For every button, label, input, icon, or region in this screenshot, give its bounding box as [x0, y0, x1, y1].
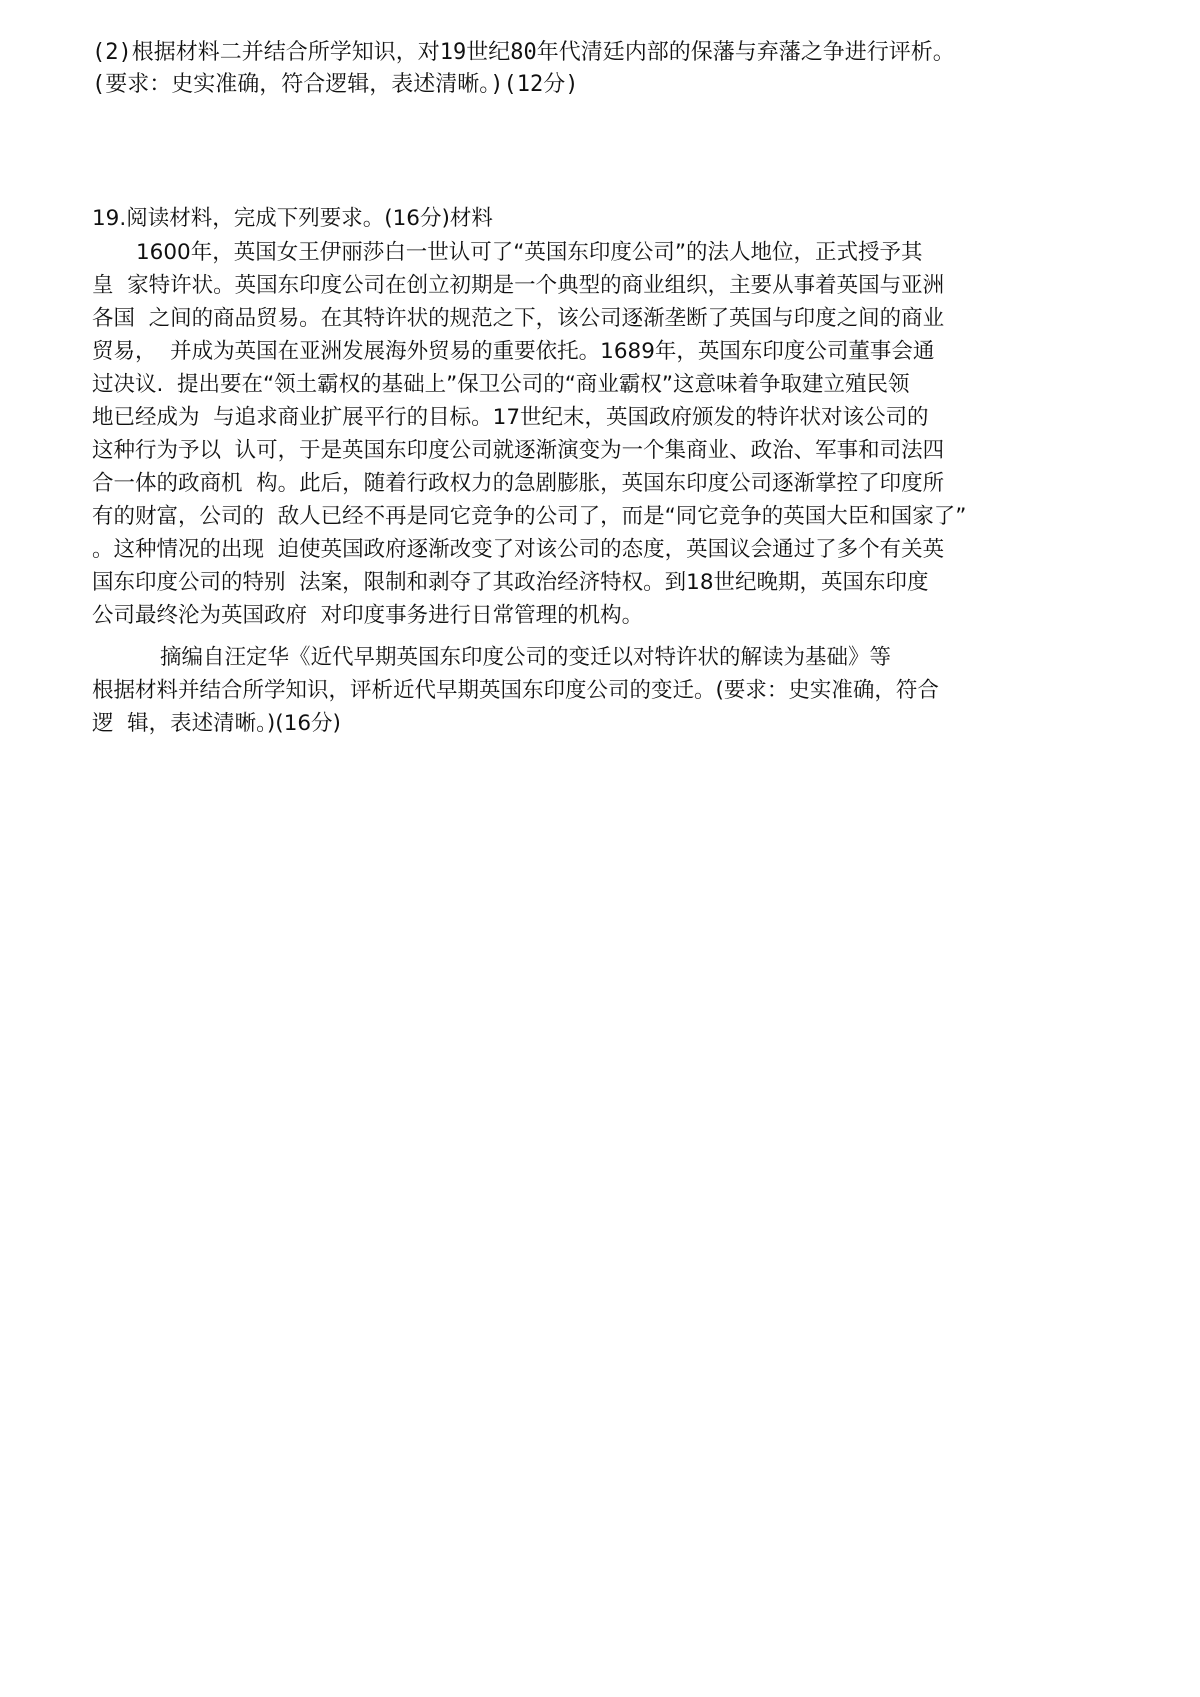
- material-line: 有的财富，公司的 敌人已经不再是同它竞争的公司了，而是“同它竞争的英国大臣和国家了”: [92, 504, 967, 529]
- material-line: 过决议. 提出要在“领土霸权的基础上”保卫公司的“商业霸权”这意味着争取建立殖民领: [92, 372, 910, 397]
- material-line: 皇 家特许状。英国东印度公司在创立初期是一个典型的商业组织，主要从事着英国与亚洲: [92, 273, 945, 298]
- material-source: 摘编自汪定华《近代早期英国东印度公司的变迁以对特许状的解读为基础》等: [160, 645, 892, 670]
- question-2-line-2: (要求：史实准确，符合逻辑，表述清晰。)(12分): [92, 72, 579, 97]
- material-line: 合一体的政商机 构。此后，随着行政权力的急剧膨胀，英国东印度公司逐渐掌控了印度所: [92, 471, 945, 496]
- material-line: 国东印度公司的特别 法案，限制和剥夺了其政治经济特权。到18世纪晚期，英国东印度: [92, 570, 929, 595]
- material-line: 地已经成为 与追求商业扩展平行的目标。17世纪末，英国政府颁发的特许状对该公司的: [92, 405, 929, 430]
- question-2-line-1: (2)根据材料二并结合所学知识，对19世纪80年代清廷内部的保藩与弃藩之争进行评析。: [92, 40, 955, 65]
- material-line: 1600年，英国女王伊丽莎白一世认可了“英国东印度公司”的法人地位，正式授予其: [136, 240, 923, 265]
- material-line: 这种行为予以 认可，于是英国东印度公司就逐渐演变为一个集商业、政治、军事和司法四: [92, 438, 945, 463]
- material-line: 各国 之间的商品贸易。在其特许状的规范之下，该公司逐渐垄断了英国与印度之间的商业: [92, 306, 945, 331]
- material-line: 。这种情况的出现 迫使英国政府逐渐改变了对该公司的态度，英国议会通过了多个有关英: [92, 537, 945, 562]
- question-19-heading: 19.阅读材料，完成下列要求。(16分)材料: [92, 206, 493, 231]
- requirement-line-2: 逻 辑，表述清晰。)(16分): [92, 711, 341, 736]
- requirement-line-1: 根据材料并结合所学知识，评析近代早期英国东印度公司的变迁。(要求：史实准确，符合: [92, 678, 939, 703]
- material-line: 贸易， 并成为英国在亚洲发展海外贸易的重要依托。1689年，英国东印度公司董事会通: [92, 339, 935, 364]
- material-line: 公司最终沦为英国政府 对印度事务进行日常管理的机构。: [92, 603, 644, 628]
